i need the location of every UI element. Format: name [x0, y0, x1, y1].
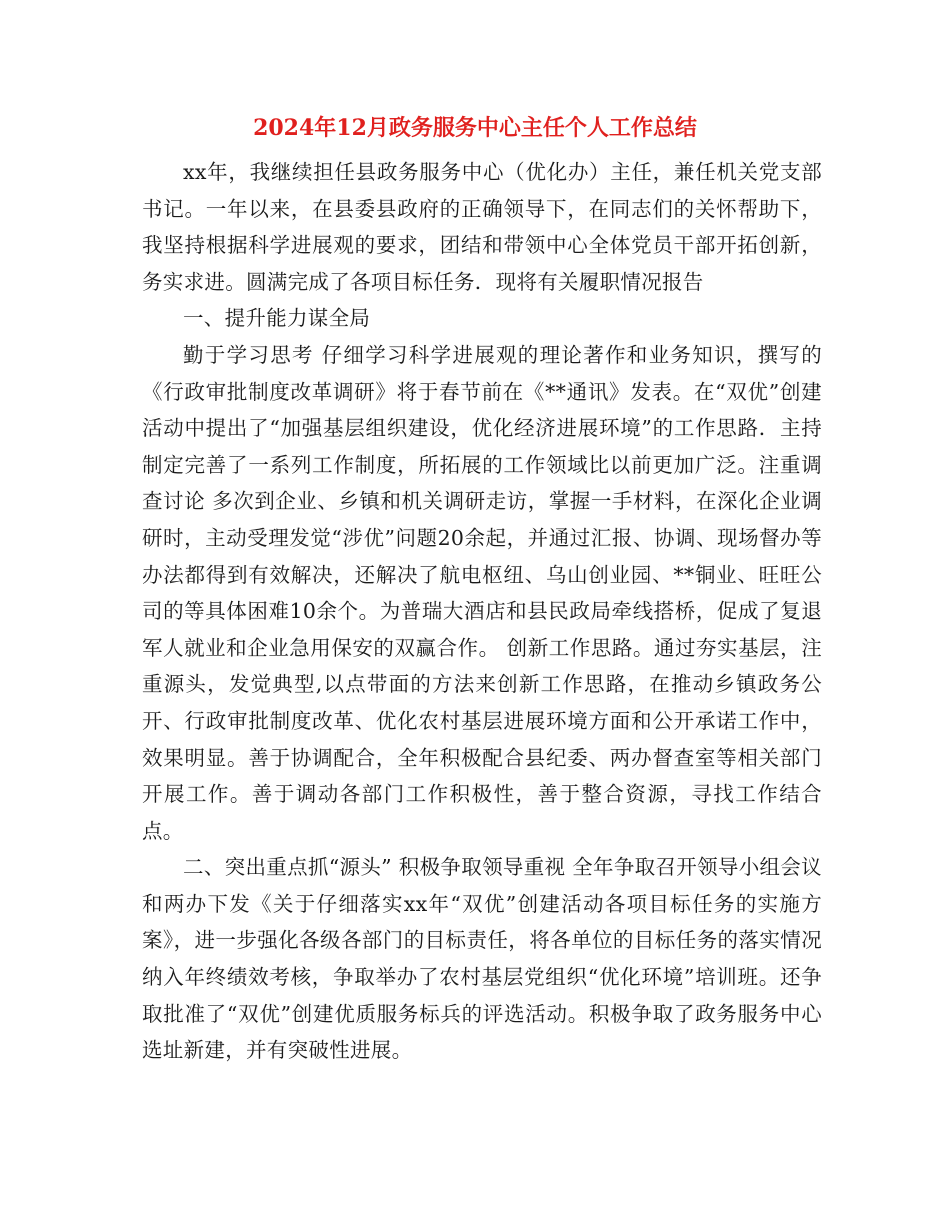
section-heading-1: 一、提升能力谋全局: [183, 306, 371, 331]
document-title: 2024年12月政务服务中心主任个人工作总结: [253, 115, 697, 141]
paragraph-section-1: 勤于学习思考 仔细学习科学进展观的理论著作和业务知识，撰写的《行政审批制度改革调研》将于春节前在《**通讯》发表。在“双优”创建活动中提出了“加强基层组织建设，优化经济进展环境”的工作思路．主持制定完善了一系列工作制度，所拓展的工作领域比以前更加广泛。注重调查讨论 多次到企业、乡镇和机关调研走访，掌握一手材料，在深化企业调研时，主动受理发觉“涉优”问题20余起，并通过汇报、协调、现场督办等办法都得到有效解决，还解决了航电枢纽、乌山创业园、**铜业、旺旺公司的等具体困难10余个。为普瑞大酒店和县民政局牵线搭桥，促成了复退军人就业和企业急用保安的双赢合作。 创新工作思路。通过夯实基层，注重源头，发觉典型,以点带面的方法来创新工作思路，在推动乡镇政务公开、行政审批制度改革、优化农村基层进展环境方面和公开承诺工作中，效果明显。善于协调配合，全年积极配合县纪委、两办督查室等相关部门开展工作。善于调动各部门工作积极性，善于整合资源，寻找工作结合点。: [142, 342, 822, 843]
document-body: [142, 154, 822, 1069]
paragraph-intro: xx年，我继续担任县政务服务中心（优化办）主任，兼任机关党支部书记。一年以来，在县委县政府的正确领导下，在同志们的关怀帮助下，我坚持根据科学进展观的要求，团结和带领中心全体党员干部开拓创新，务实求进。圆满完成了各项目标任务．现将有关履职情况报告: [142, 160, 822, 294]
paragraph-section-2: 二、突出重点抓“源头” 积极争取领导重视 全年争取召开领导小组会议和两办下发《关于仔细落实xx年“双优”创建活动各项目标任务的实施方案》，进一步强化各级各部门的目标责任，将各单位的目标任务的落实情况纳入年终绩效考核，争取举办了农村基层党组织“优化环境”培训班。还争取批准了“双优”创建优质服务标兵的评选活动。积极争取了政务服务中心选址新建，并有突破性进展。: [142, 855, 822, 1063]
